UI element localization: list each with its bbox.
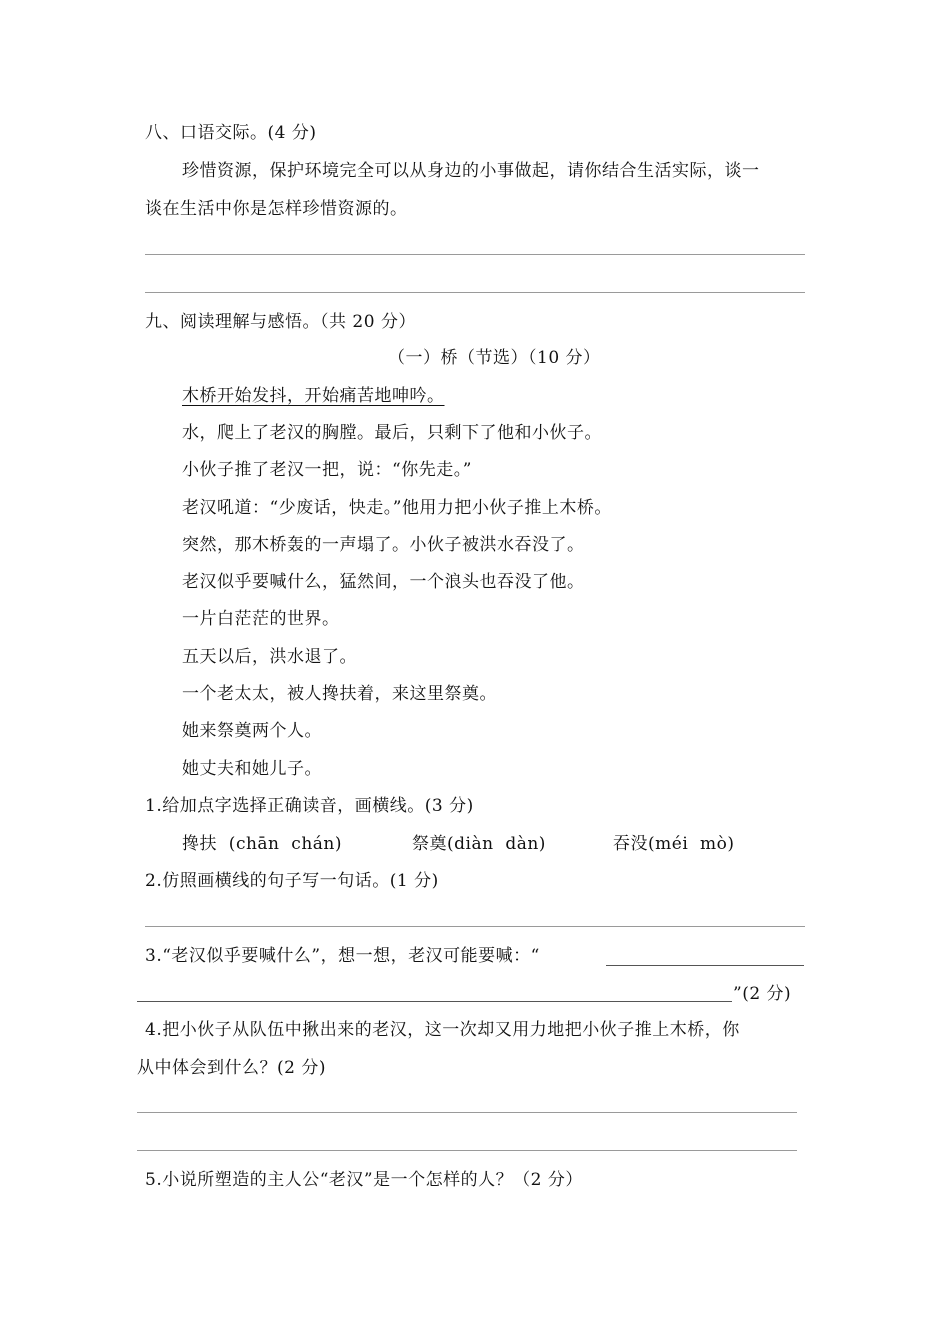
answer-blank[interactable] <box>606 965 804 966</box>
section9-heading: 九、阅读理解与感悟。（共 20 分） <box>145 312 416 332</box>
answer-blank[interactable] <box>137 1001 732 1002</box>
section8-prompt-line1: 珍惜资源，保护环境完全可以从身边的小事做起，请你结合生活实际，谈一 <box>182 161 760 181</box>
q1-option[interactable]: 吞没(méi mò) <box>613 834 735 854</box>
question-2: 2.仿照画横线的句子写一句话。(1 分) <box>145 871 439 891</box>
passage-paragraph: 她丈夫和她儿子。 <box>182 759 322 779</box>
question-4-line1: 4.把小伙子从队伍中揪出来的老汉，这一次却又用力地把小伙子推上木桥，你 <box>145 1020 740 1040</box>
question-3-suffix: ”(2 分) <box>733 984 792 1004</box>
passage-paragraph: 突然，那木桥轰的一声塌了。小伙子被洪水吞没了。 <box>182 535 585 555</box>
answer-line[interactable] <box>145 926 805 927</box>
question-1: 1.给加点字选择正确读音，画横线。(3 分) <box>145 796 474 816</box>
question-4-line2: 从中体会到什么？(2 分) <box>137 1058 326 1078</box>
passage-paragraph: 她来祭奠两个人。 <box>182 721 322 741</box>
passage-paragraph: 老汉吼道：“少废话，快走。”他用力把小伙子推上木桥。 <box>182 498 612 518</box>
answer-line[interactable] <box>137 1112 797 1113</box>
passage-paragraph: 五天以后，洪水退了。 <box>182 647 357 667</box>
answer-line[interactable] <box>137 1150 797 1151</box>
answer-line[interactable] <box>145 254 805 255</box>
q1-option[interactable]: 祭奠(diàn dàn) <box>412 834 546 854</box>
answer-line[interactable] <box>145 292 805 293</box>
passage-paragraph: 一片白茫茫的世界。 <box>182 609 340 629</box>
passage-paragraph: 小伙子推了老汉一把，说：“你先走。” <box>182 460 472 480</box>
section8-prompt-line2: 谈在生活中你是怎样珍惜资源的。 <box>145 199 408 219</box>
question-3-prefix: 3.“老汉似乎要喊什么”，想一想，老汉可能要喊：“ <box>145 946 540 966</box>
passage-paragraph: 老汉似乎要喊什么，猛然间，一个浪头也吞没了他。 <box>182 572 585 592</box>
passage-paragraph: 一个老太太，被人搀扶着，来这里祭奠。 <box>182 684 497 704</box>
section8-heading: 八、口语交际。(4 分) <box>145 123 317 143</box>
question-5: 5.小说所塑造的主人公“老汉”是一个怎样的人？（2 分） <box>145 1170 583 1190</box>
passage-paragraph-underlined: 木桥开始发抖，开始痛苦地呻吟。 <box>182 386 445 406</box>
passage-paragraph: 水，爬上了老汉的胸膛。最后，只剩下了他和小伙子。 <box>182 423 602 443</box>
q1-option[interactable]: 搀扶 (chān chán) <box>182 834 342 854</box>
passage-title: （一）桥（节选）（10 分） <box>388 348 601 368</box>
